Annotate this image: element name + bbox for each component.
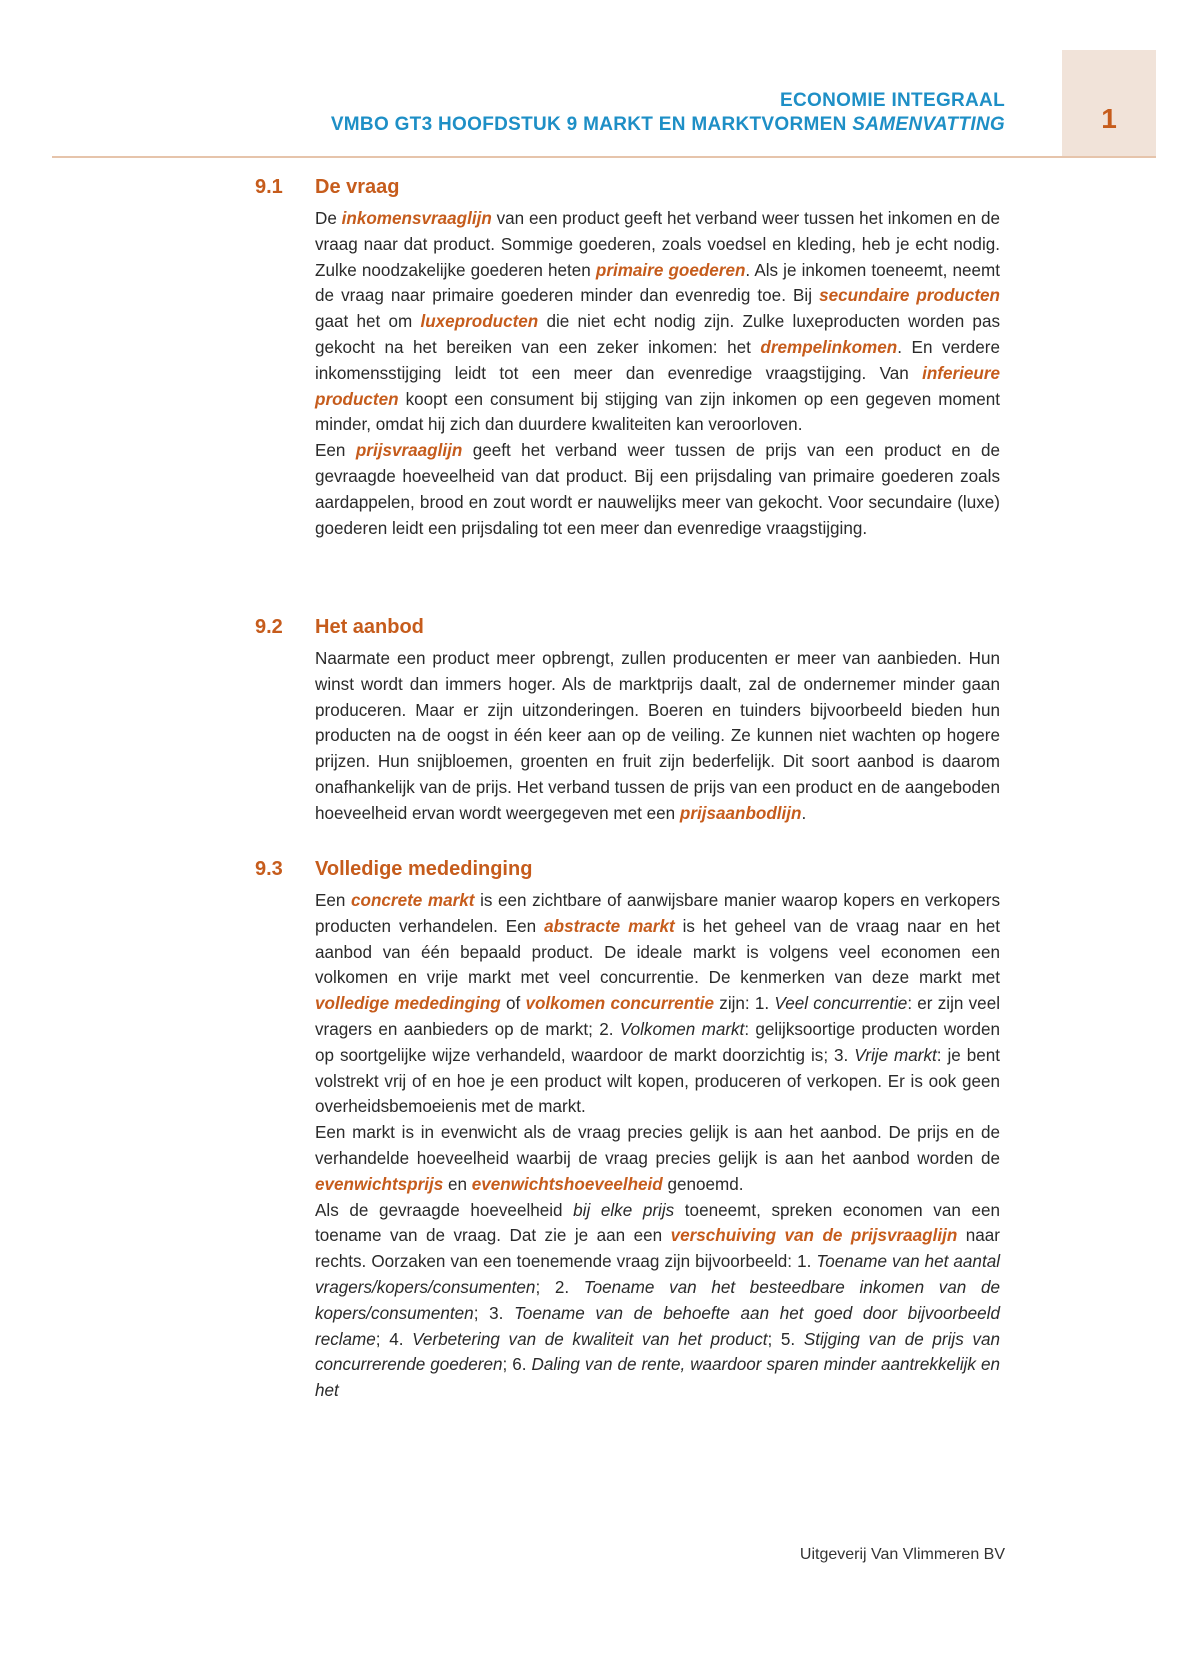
text: : er zijn veel vragers en aanbieders op de markt; 2. — [315, 994, 1000, 1039]
text: ; 3. — [473, 1303, 515, 1323]
text: naar rechts. Oorzaken van een toenemende vraag zijn bijvoorbeeld: 1. — [315, 1226, 1000, 1272]
italic-term: bij elke prijs — [573, 1200, 675, 1220]
italic-term: Toename van het besteedbare inkomen van de kopers/consumenten — [315, 1277, 1000, 1323]
keyword-primaire-goederen: primaire goederen — [595, 260, 746, 280]
paragraph — [315, 888, 1000, 1120]
text: ; 4. — [375, 1329, 413, 1349]
keyword-luxeproducten: luxeproducten — [420, 312, 539, 332]
page-header — [0, 0, 1200, 160]
text: of — [500, 994, 526, 1014]
footer-publisher: Uitgeverij Van Vlimmeren BV — [799, 1546, 1005, 1563]
italic-term: Volkomen markt — [619, 1019, 745, 1039]
italic-term: Veel concurrentie — [774, 994, 908, 1014]
text: van een product geeft het verband weer tussen het inkomen en de vraag naar dat product. Sommige goederen, zoals voedsel en kleding, heb je echt nodig. Zulke noodzakelijke goederen heten — [315, 209, 1000, 280]
section-heading — [255, 176, 1000, 206]
keyword-drempelinkomen: drempelinkomen — [760, 337, 898, 357]
section-number: 9.1 — [255, 176, 283, 198]
text: Als de gevraagde hoeveelheid — [315, 1200, 574, 1220]
text: toeneemt, spreken economen van een toename van de vraag. Dat zie je aan een — [315, 1200, 1000, 1246]
keyword-concrete-markt: concrete markt — [351, 891, 475, 910]
italic-term: Vrije markt — [854, 1045, 937, 1065]
italic-term: Daling van de rente, waardoor sparen minder aantrekkelijk en het — [315, 1355, 1000, 1401]
paragraph — [315, 438, 1000, 541]
text: De — [315, 209, 342, 228]
section-9-3 — [255, 858, 1000, 1404]
text: Een markt is in evenwicht als de vraag precies gelijk is aan het aanbod. De prijs en de verhandelde hoeveelheid waarbij de vraag precies gelijk is aan het aanbod worden de — [315, 1123, 1000, 1168]
italic-term: Toename van het aantal vragers/kopers/consumenten — [315, 1252, 1000, 1297]
text: ; 5. — [767, 1329, 804, 1349]
text: die niet echt nodig zijn. Zulke luxeproducten worden pas gekocht na het bereiken van een zeker inkomen: het — [315, 312, 1000, 357]
section-9-2 — [255, 616, 1000, 827]
header-series-title: ECONOMIE INTEGRAAL — [780, 90, 1005, 111]
text: ; 2. — [535, 1277, 584, 1297]
text: is een zichtbare of aanwijsbare manier waarop kopers en verkopers producten verhandelen. Een — [315, 891, 1000, 936]
header-chapter-title — [331, 114, 1005, 136]
section-heading — [255, 616, 1000, 646]
paragraph — [315, 206, 1000, 438]
paragraph — [315, 1198, 1000, 1404]
keyword-evenwichtsprijs: evenwichtsprijs — [315, 1174, 444, 1194]
paragraph — [315, 1120, 1000, 1197]
text: ; 6. — [502, 1355, 532, 1375]
keyword-secundaire-producten: secundaire producten — [819, 286, 1000, 306]
section-title: De vraag — [315, 176, 400, 198]
section-body — [315, 206, 1000, 541]
text: . — [801, 803, 807, 823]
italic-term: Verbetering van de kwaliteit van het product — [412, 1329, 768, 1349]
text: en — [443, 1174, 472, 1194]
italic-term: Stijging van de prijs van concurrerende goederen — [315, 1329, 1000, 1375]
section-body — [315, 646, 1000, 827]
paragraph — [315, 646, 1000, 827]
text: is het geheel van de vraag naar en het aanbod van één bepaald product. De ideale markt is volgens veel economen een volkomen en vrije markt met veel concurrentie. De kenmerken van deze markt met — [315, 916, 1000, 988]
text: geeft het verband weer tussen de prijs van een product en de gevraagde hoeveelheid van dat product. Bij een prijsdaling van primaire goederen zoals aardappelen, brood en zout wordt er nauwelijks meer van gekocht. Voor secundaire (luxe) goederen leidt een prijsdaling tot een meer dan evenredige vraagstijging. — [315, 441, 1000, 538]
section-number: 9.2 — [255, 616, 283, 638]
text: . Als je inkomen toeneemt, neemt de vraag naar primaire goederen minder dan evenredig toe. Bij — [315, 260, 1000, 306]
text: gaat het om — [315, 312, 421, 332]
keyword-inkomensvraaglijn: inkomensvraaglijn — [341, 209, 492, 228]
text: : gelijksoortige producten worden op soortgelijke wijze verhandeld, waardoor de markt doorzichtig is; 3. — [315, 1019, 1000, 1065]
keyword-evenwichtshoeveelheid: evenwichtshoeveelheid — [471, 1174, 663, 1194]
keyword-prijsvraaglijn: prijsvraaglijn — [355, 441, 463, 461]
section-body — [315, 888, 1000, 1404]
keyword-verschuiving-prijsvraaglijn: verschuiving van de prijsvraaglijn — [670, 1226, 958, 1246]
keyword-abstracte-markt: abstracte markt — [544, 916, 675, 936]
section-number: 9.3 — [255, 858, 283, 880]
text: zijn: 1. — [714, 994, 775, 1014]
text: . En verdere inkomensstijging leidt tot een meer dan evenredige vraagstijging. Van — [315, 337, 1000, 383]
text: Een — [315, 441, 356, 461]
keyword-inferieure-producten: inferieure producten — [315, 363, 1000, 409]
text: koopt een consument bij stijging van zijn inkomen op een gegeven moment minder, omdat hij zich dan duurdere kwaliteiten kan veroorloven. — [315, 389, 1000, 435]
section-9-1 — [255, 176, 1000, 541]
keyword-prijsaanbodlijn: prijsaanbodlijn — [679, 803, 802, 823]
text: Naarmate een product meer opbrengt, zullen producenten er meer van aanbieden. Hun winst wordt dan immers hoger. Als de marktprijs daalt, zal de ondernemer minder gaan produceren. Maar er zijn uitzonderingen. Boeren en tuinders bijvoorbeeld bieden hun producten na de oogst in één keer aan op de veiling. Ze kunnen niet wachten op hogere prijzen. Hun snijbloemen, groenten en fruit zijn bederfelijk. Dit soort aanbod is daarom onafhankelijk van de prijs. Het verband tussen de prijs van een product en de aangeboden hoeveelheid ervan wordt weergegeven met een — [315, 649, 1000, 823]
section-heading — [255, 858, 1000, 888]
header-samenvatting: SAMENVATTING — [852, 114, 1005, 135]
section-title: Volledige mededinging — [315, 858, 533, 880]
text: : je bent volstrekt vrij of en hoe je een product wilt kopen, produceren of verkopen. Er is ook geen overheidsbemoeienis met de markt. — [315, 1045, 1000, 1117]
italic-term: Toename van de behoefte aan het goed door bijvoorbeeld reclame — [315, 1303, 1000, 1349]
keyword-volledige-mededinging: volledige mededinging — [315, 994, 501, 1014]
page-number-tab — [1062, 50, 1156, 157]
keyword-volkomen-concurrentie: volkomen concurrentie — [525, 994, 715, 1014]
header-chapter-text: VMBO GT3 HOOFDSTUK 9 MARKT EN MARKTVORMEN — [330, 114, 853, 135]
text: Een — [315, 891, 352, 910]
page-number: 1 — [1101, 103, 1117, 134]
text: genoemd. — [662, 1174, 744, 1194]
header-divider — [52, 156, 1156, 158]
section-title: Het aanbod — [315, 616, 424, 638]
